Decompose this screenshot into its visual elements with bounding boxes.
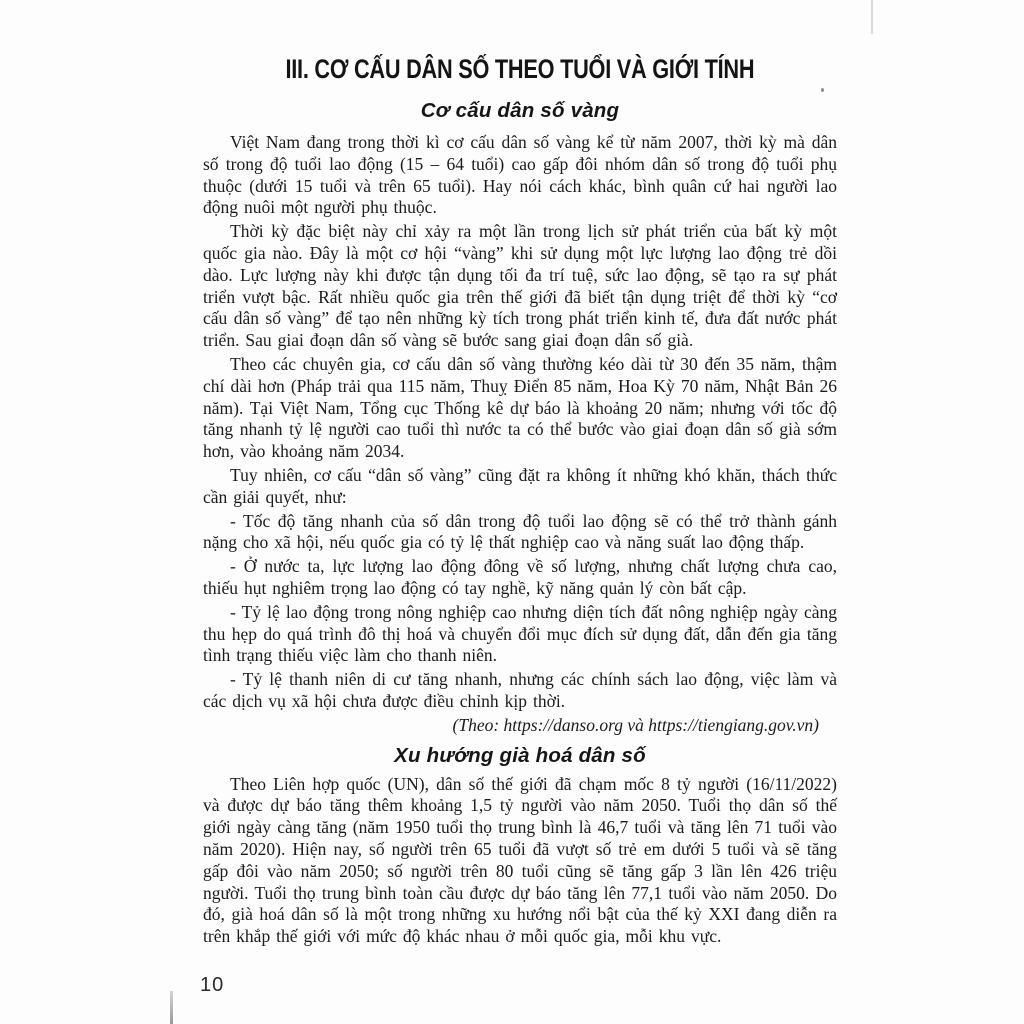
paragraph: Theo Liên hợp quốc (UN), dân số thế giới đã chạm mốc 8 tỷ người (16/11/2022) và được dự báo tăng thêm khoảng 1,5 tỷ người vào năm 2050. Tuổi thọ dân số thế giới ngày càng tăng (năm 1950 tuổi thọ trung bình là 46,7 tuổi và tăng lên 71 tuổi vào năm 2020). Hiện nay, số người trên 65 tuổi đã vượt số trẻ em dưới 5 tuổi và sẽ tăng gấp đôi vào năm 2050; số người trên 80 tuổi cũng sẽ tăng gấp 3 lần lên 426 triệu người. Tuổi thọ trung bình toàn cầu được dự báo tăng lên 77,1 tuổi vào năm 2050. Do đó, già hoá dân số là một trong những xu hướng nổi bật của thế kỷ XXI đang diễn ra trên khắp thế giới với mức độ khác nhau ở mỗi quốc gia, mỗi khu vực. <box>203 773 837 947</box>
paragraph: Tuy nhiên, cơ cấu “dân số vàng” cũng đặt ra không ít những khó khăn, thách thức cần giải quyết, như: <box>203 464 837 507</box>
paragraph: Theo các chuyên gia, cơ cấu dân số vàng thường kéo dài từ 30 đến 35 năm, thậm chí dài hơn (Pháp trải qua 115 năm, Thuỵ Điển 85 năm, Hoa Kỳ 70 năm, Nhật Bản 26 năm). Tại Việt Nam, Tổng cục Thống kê dự báo là khoảng 20 năm; nhưng với tốc độ tăng nhanh tỷ lệ người cao tuổi thì nước ta có thể bước vào giai đoạn dân số già sớm hơn, vào khoảng năm 2034. <box>203 353 837 462</box>
section-body-golden-population <box>203 132 837 713</box>
scan-artifact-line-top-right <box>871 0 873 34</box>
scan-artifact-dot <box>821 88 824 92</box>
paragraph: - Tỷ lệ lao động trong nông nghiệp cao nhưng diện tích đất nông nghiệp ngày càng thu hẹp do quá trình đô thị hoá và chuyển đổi mục đích sử dụng đất, dẫn đến gia tăng tình trạng thiếu việc làm cho thanh niên. <box>203 601 837 666</box>
scan-artifact-line-bottom-left <box>170 991 173 1024</box>
source-attribution: (Theo: https://danso.org và https://tiengiang.gov.vn) <box>452 714 819 735</box>
page-title <box>203 54 837 85</box>
paragraph: - Ở nước ta, lực lượng lao động đông về số lượng, nhưng chất lượng chưa cao, thiếu hụt nghiêm trọng lao động có tay nghề, kỹ năng quản lý còn bất cập. <box>203 556 837 598</box>
paragraph: Việt Nam đang trong thời kì cơ cấu dân số vàng kể từ năm 2007, thời kỳ mà dân số trong độ tuổi lao động (15 – 64 tuổi) cao gấp đôi nhóm dân số trong độ tuổi phụ thuộc (dưới 15 tuổi và trên 65 tuổi). Hay nói cách khác, bình quân cứ hai người lao động nuôi một người phụ thuộc. <box>203 132 837 218</box>
section-heading-aging-trend: Xu hướng già hoá dân số <box>394 743 646 767</box>
paragraph: - Tốc độ tăng nhanh của số dân trong độ tuổi lao động sẽ có thể trở thành gánh nặng cho xã hội, nếu quốc gia có tỷ lệ thất nghiệp cao và năng suất lao động thấp. <box>203 510 837 553</box>
page-number: 10 <box>200 974 225 996</box>
paragraph: Thời kỳ đặc biệt này chỉ xảy ra một lần trong lịch sử phát triển của bất kỳ một quốc gia nào. Đây là một cơ hội “vàng” khi sử dụng một lực lượng lao động trẻ dồi dào. Lực lượng này khi được tận dụng tối đa trí tuệ, sức lao động, sẽ tạo ra sự phát triển vượt bậc. Rất nhiều quốc gia trên thế giới đã biết tận dụng triệt để thời kỳ “cơ cấu dân số vàng” để tạo nên những kỳ tích trong phát triển kinh tế, đưa đất nước phát triển. Sau giai đoạn dân số vàng sẽ bước sang giai đoạn dân số già. <box>203 221 837 351</box>
page-title-text: III. CƠ CẤU DÂN SỐ THEO TUỔI VÀ GIỚI TÍNH <box>285 54 755 84</box>
section-body-aging-trend <box>203 774 837 948</box>
page-content <box>203 54 837 950</box>
section-heading-golden-population-structure: Cơ cấu dân số vàng <box>420 99 620 122</box>
paragraph: - Tỷ lệ thanh niên di cư tăng nhanh, nhưng các chính sách lao động, việc làm và các dịch vụ xã hội chưa được điều chỉnh kịp thời. <box>203 669 837 711</box>
